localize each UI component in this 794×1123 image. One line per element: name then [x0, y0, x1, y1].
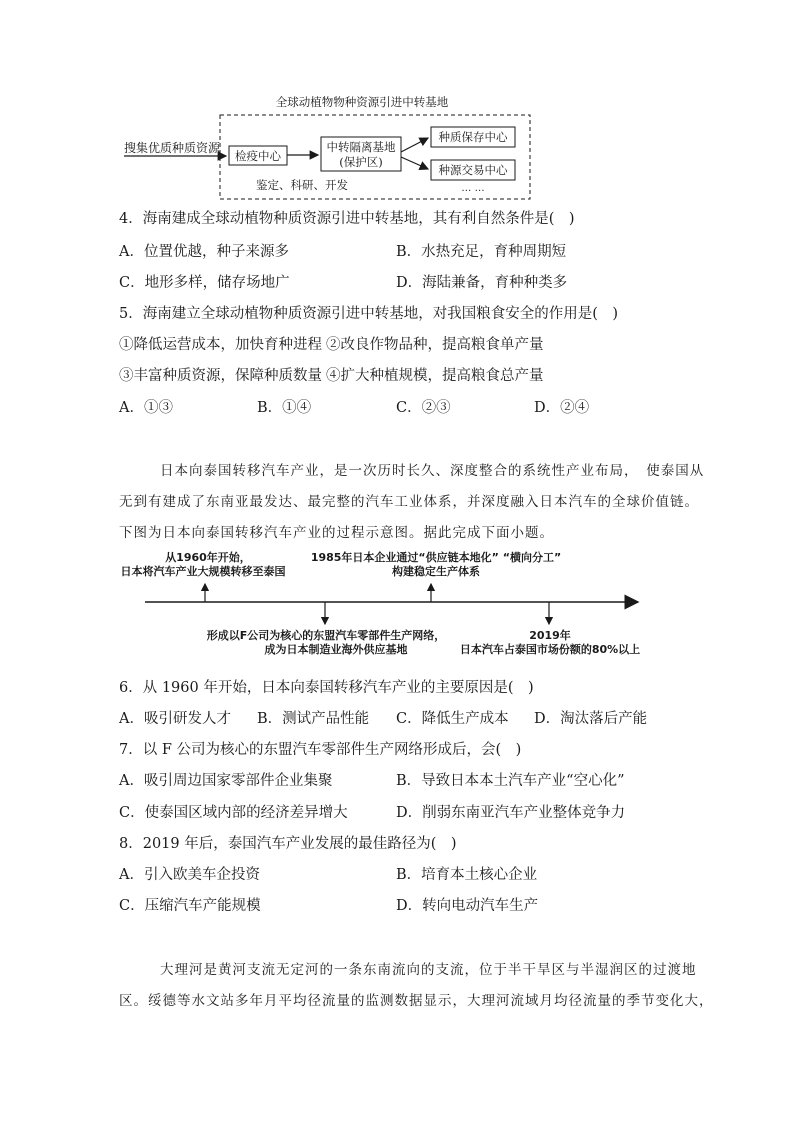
preservation-label: 种质保存中心 [438, 130, 508, 144]
q7-option-c[interactable]: C．使泰国区域内部的经济差异增大 [119, 805, 348, 821]
arrow-to-preservation [401, 138, 428, 152]
q6-option-d[interactable]: D．淘汰落后产能 [534, 711, 648, 727]
q6-stem: 6．从 1960 年开始，日本向泰国转移汽车产业的主要原因是( ) [119, 680, 534, 696]
arrow-to-trade [401, 157, 428, 169]
q5-statement-3: ③丰富种质资源，保障种质数量 [119, 368, 322, 384]
passage2-line3: 下图为日本向泰国转移汽车产业的过程示意图。据此完成下面小题。 [119, 525, 554, 541]
q5-option-a[interactable]: A．①③ [119, 400, 173, 416]
passage2-line1: 日本向泰国转移汽车产业，是一次历时长久、深度整合的系统性产业布局， 使泰国从 [160, 463, 705, 479]
event3-label-2: 成为日本制造业海外供应基地 [264, 643, 408, 656]
event4-label-2: 日本汽车占泰国市场份额的80%以上 [459, 643, 641, 656]
q8-stem: 8．2019 年后，泰国汽车产业发展的最佳路径为( ) [119, 836, 457, 852]
q4-option-a[interactable]: A．位置优越，种子来源多 [119, 244, 289, 260]
q8-option-b[interactable]: B．培育本土核心企业 [396, 867, 538, 883]
q7-stem: 7．以 F 公司为核心的东盟汽车零部件生产网络形成后，会( ) [119, 742, 522, 758]
q5-option-c[interactable]: C．②③ [396, 400, 451, 416]
industry-transfer-timeline [118, 546, 648, 662]
q4-option-c[interactable]: C．地形多样，储存场地广 [119, 275, 290, 291]
q6-option-a[interactable]: A．吸引研发人才 [119, 711, 231, 727]
event2-label-2: 构建稳定生产体系 [392, 565, 480, 578]
transfer-label-1: 中转隔离基地 [326, 140, 396, 154]
q5-option-b[interactable]: B．①④ [257, 400, 312, 416]
q5-statement-1: ①降低运营成本，加快育种进程 [119, 337, 322, 353]
q5-statement-4: ④扩大种植规模，提高粮食总产量 [326, 368, 544, 384]
passage2-line2: 无到有建成了东南亚最发达、最完整的汽车工业体系，并深度融入日本汽车的全球价值链。 [119, 494, 699, 510]
germplasm-flow-diagram [118, 88, 538, 206]
event4-label-1: 2019年 [529, 629, 571, 642]
bottom-label: 鉴定、科研、开发 [256, 178, 348, 192]
q4-option-d[interactable]: D．海陆兼备，育种种类多 [396, 275, 568, 291]
q8-option-d[interactable]: D．转向电动汽车生产 [396, 898, 539, 914]
q7-option-d[interactable]: D．削弱东南亚汽车产业整体竞争力 [396, 805, 626, 821]
q4-option-b[interactable]: B．水热充足，育种周期短 [396, 244, 567, 260]
q7-option-a[interactable]: A．吸引周边国家零部件企业集聚 [119, 773, 333, 789]
q7-option-b[interactable]: B．导致日本本土汽车产业“空心化” [396, 773, 625, 789]
q6-option-b[interactable]: B．测试产品性能 [257, 711, 370, 727]
passage3-line1: 大理河是黄河支流无定河的一条东南流向的支流，位于半干旱区与半湿润区的过渡地 [160, 962, 697, 978]
q6-option-c[interactable]: C．降低生产成本 [396, 711, 509, 727]
trade-label: 种源交易中心 [438, 163, 508, 177]
transfer-label-2: (保护区) [339, 155, 383, 169]
event1-label-2: 日本将汽车产业大规模转移至泰国 [120, 565, 286, 578]
quarantine-label: 检疫中心 [235, 149, 281, 163]
q4-stem: 4．海南建成全球动植物种质资源引进中转基地，其有利自然条件是( ) [119, 211, 575, 227]
q8-option-a[interactable]: A．引入欧美车企投资 [119, 867, 260, 883]
diagram-title: 全球动植物物种资源引进中转基地 [275, 95, 449, 109]
event2-label-1: 1985年日本企业通过“供应链本地化” “横向分工” [310, 551, 562, 564]
event1-label-1: 从1960年开始， [165, 551, 251, 564]
passage3-line2: 区。绥德等水文站多年月平均径流量的监测数据显示，大理河流域月均径流量的季节变化大， [119, 993, 714, 1009]
q5-statement-2: ②改良作物品种，提高粮食单产量 [326, 337, 544, 353]
q8-option-c[interactable]: C．压缩汽车产能规模 [119, 898, 261, 914]
event3-label-1: 形成以F公司为核心的东盟汽车零部件生产网络， [206, 629, 446, 642]
q5-stem: 5．海南建立全球动植物种质资源引进中转基地，对我国粮食安全的作用是( ) [119, 306, 619, 322]
ellipsis-label: … … [461, 183, 485, 194]
q5-option-d[interactable]: D．②④ [534, 400, 590, 416]
source-label: 搜集优质种质资源 [124, 141, 221, 155]
